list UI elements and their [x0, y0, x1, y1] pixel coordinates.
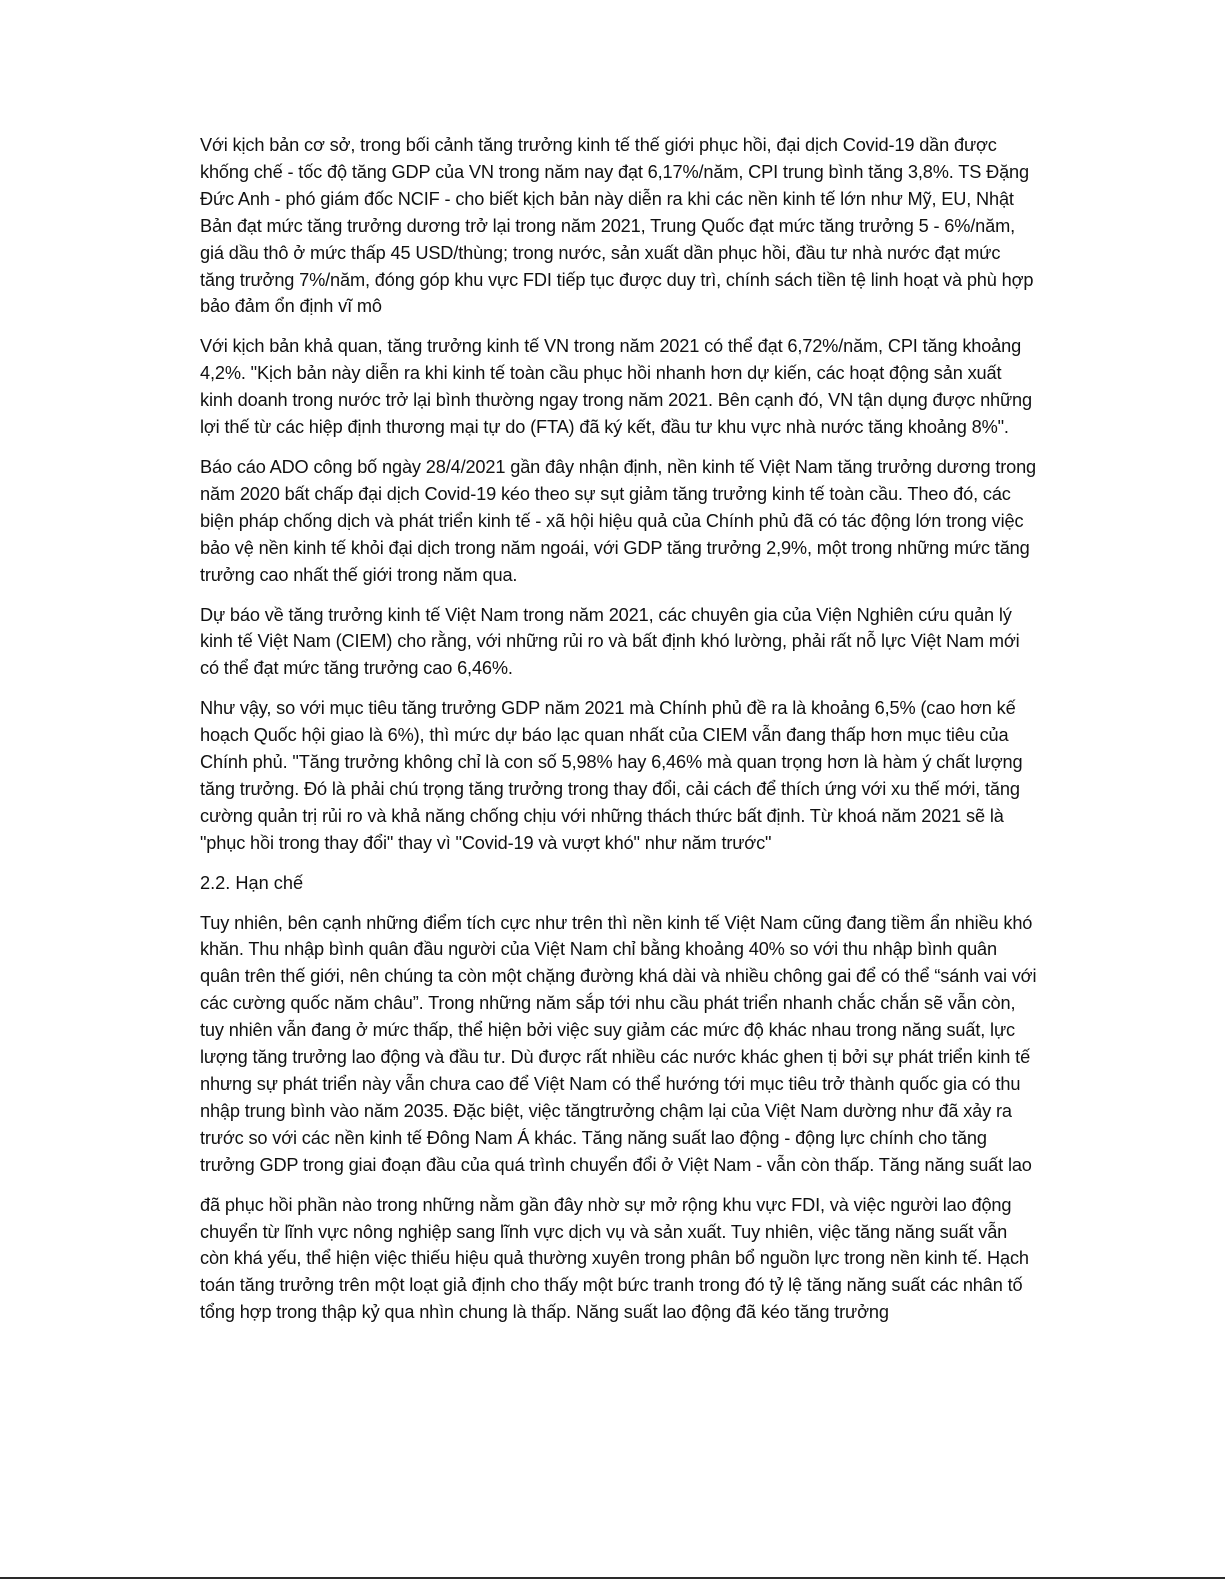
paragraph-optimistic-scenario: Với kịch bản khả quan, tăng trưởng kinh tế VN trong năm 2021 có thể đạt 6,72%/năm, CPI tăng khoảng 4,2%. "Kịch bản này diễn ra khi kinh tế toàn cầu phục hồi nhanh hơn dự kiến, các hoạt động sản xuất kinh doanh trong nước trở lại bình thường ngay trong năm 2021. Bên cạnh đó, VN tận dụng được những lợi thế từ các hiệp định thương mại tự do (FTA) đã ký kết, đầu tư khu vực nhà nước tăng khoảng 8%". — [200, 336, 1032, 438]
page-bottom-divider — [0, 1577, 1225, 1579]
section-heading: 2.2. Hạn chế — [200, 872, 304, 893]
paragraph-productivity: đã phục hồi phần nào trong những nằm gần đây nhờ sự mở rộng khu vực FDI, và việc người lao động chuyển từ lĩnh vực nông nghiệp sang lĩnh vực dịch vụ và sản xuất. Tuy nhiên, việc tăng năng suất vẫn còn khá yếu, thể hiện việc thiếu hiệu quả thường xuyên trong phân bổ nguồn lực trong nền kinh tế. Hạch toán tăng trưởng trên một loạt giả định cho thấy một bức tranh trong đó tỷ lệ tăng năng suất các nhân tố tổng hợp trong thập kỷ qua nhìn chung là thấp. Năng suất lao động đã kéo tăng trưởng — [200, 1194, 1029, 1323]
paragraph-limitations: Tuy nhiên, bên cạnh những điểm tích cực như trên thì nền kinh tế Việt Nam cũng đang tiềm ẩn nhiều khó khăn. Thu nhập bình quân đầu người của Việt Nam chỉ bằng khoảng 40% so với thu nhập bình quân quân trên thế giới, nên chúng ta còn một chặng đường khá dài và nhiều chông gai để có thể “sánh vai với các cường quốc năm châu”. Trong những năm sắp tới nhu cầu phát triển nhanh chắc chắn sẽ vẫn còn, tuy nhiên vẫn đang ở mức thấp, thể hiện bởi việc suy giảm các mức độ khác nhau trong năng suất, lực lượng tăng trưởng lao động và đầu tư. Dù được rất nhiều các nước khác ghen tị bởi sự phát triển kinh tế nhưng sự phát triển này vẫn chưa cao để Việt Nam có thể hướng tới mục tiêu trở thành quốc gia có thu nhập trung bình vào năm 2035. Đặc biệt, việc tăngtrưởng chậm lại của Việt Nam dường như đã xảy ra trước so với các nền kinh tế Đông Nam Á khác. Tăng năng suất lao động - động lực chính cho tăng trưởng GDP trong giai đoạn đầu của quá trình chuyển đổi ở Việt Nam - vẫn còn thấp. Tăng năng suất lao — [200, 912, 1037, 1175]
paragraph-base-scenario: Với kịch bản cơ sở, trong bối cảnh tăng trưởng kinh tế thế giới phục hồi, đại dịch Covid-19 dần được khống chế - tốc độ tăng GDP của VN trong năm nay đạt 6,17%/năm, CPI trung bình tăng 3,8%. TS Đặng Đức Anh - phó giám đốc NCIF - cho biết kịch bản này diễn ra khi các nền kinh tế lớn như Mỹ, EU, Nhật Bản đạt mức tăng trưởng dương trở lại trong năm 2021, Trung Quốc đạt mức tăng trưởng 5 - 6%/năm, giá dầu thô ở mức thấp 45 USD/thùng; trong nước, sản xuất dần phục hồi, đầu tư nhà nước đạt mức tăng trưởng 7%/năm, đóng góp khu vực FDI tiếp tục được duy trì, chính sách tiền tệ linh hoạt và phù hợp bảo đảm ổn định vĩ mô — [200, 135, 1034, 317]
paragraph-ciem-forecast: Dự báo về tăng trưởng kinh tế Việt Nam trong năm 2021, các chuyên gia của Viện Nghiên cứu quản lý kinh tế Việt Nam (CIEM) cho rằng, với những rủi ro và bất định khó lường, phải rất nỗ lực Việt Nam mới có thể đạt mức tăng trưởng cao 6,46%. — [200, 604, 1020, 679]
document-body — [200, 132, 1038, 1339]
paragraph-ado-report: Báo cáo ADO công bố ngày 28/4/2021 gần đây nhận định, nền kinh tế Việt Nam tăng trưởng dương trong năm 2020 bất chấp đại dịch Covid-19 kéo theo sự sụt giảm tăng trưởng kinh tế toàn cầu. Theo đó, các biện pháp chống dịch và phát triển kinh tế - xã hội hiệu quả của Chính phủ đã có tác động lớn trong việc bảo vệ nền kinh tế khỏi đại dịch trong năm ngoái, với GDP tăng trưởng 2,9%, một trong những mức tăng trưởng cao nhất thế giới trong năm qua. — [200, 456, 1037, 585]
paragraph-gdp-target: Như vậy, so với mục tiêu tăng trưởng GDP năm 2021 mà Chính phủ đề ra là khoảng 6,5% (cao hơn kế hoạch Quốc hội giao là 6%), thì mức dự báo lạc quan nhất của CIEM vẫn đang thấp hơn mục tiêu của Chính phủ. "Tăng trưởng không chỉ là con số 5,98% hay 6,46% mà quan trọng hơn là hàm ý chất lượng tăng trưởng. Đó là phải chú trọng tăng trưởng trong thay đổi, cải cách để thích ứng với xu thế mới, tăng cường quản trị rủi ro và khả năng chống chịu với những thách thức bất định. Từ khoá năm 2021 sẽ là "phục hồi trong thay đổi" thay vì "Covid-19 và vượt khó" như năm trước" — [200, 698, 1023, 853]
